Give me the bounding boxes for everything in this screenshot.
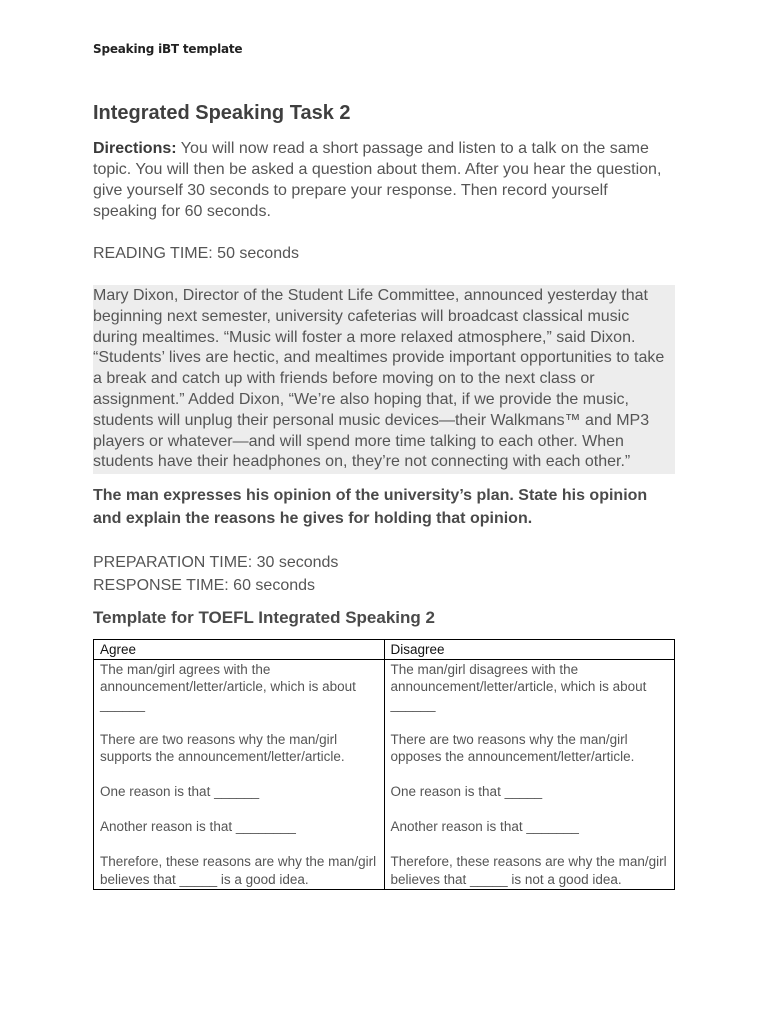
reading-time: READING TIME: 50 seconds — [93, 245, 299, 262]
template-title: Template for TOEFL Integrated Speaking 2 — [93, 608, 435, 628]
disagree-cell — [384, 659, 675, 890]
disagree-line-5: Therefore, these reasons are why the man/girl believes that _____ is not a good idea. — [390, 854, 667, 887]
agree-line-5: Therefore, these reasons are why the man/girl believes that _____ is a good idea. — [100, 854, 377, 887]
table-header-row — [94, 640, 675, 660]
column-header-disagree: Disagree — [384, 640, 675, 660]
directions-label: Directions: — [93, 140, 177, 157]
agree-line-1: The man/girl agrees with the announcement/letter/article, which is about ______ — [100, 661, 356, 712]
document-body — [93, 100, 675, 890]
agree-line-2: There are two reasons why the man/girl supports the announcement/letter/article. — [100, 731, 345, 765]
table-row — [94, 659, 675, 890]
agree-line-3: One reason is that ______ — [100, 784, 260, 800]
running-header: Speaking iBT template — [93, 42, 243, 56]
disagree-line-2: There are two reasons why the man/girl opposes the announcement/letter/article. — [390, 731, 635, 765]
disagree-line-3: One reason is that _____ — [390, 784, 543, 800]
directions-text: You will now read a short passage and listen to a talk on the same topic. You will then be asked a question about them. After you hear the question, give yourself 30 seconds to prepare your response. Then record yourself speaking for 60 seconds. — [93, 140, 662, 220]
disagree-line-4: Another reason is that _______ — [390, 819, 579, 835]
directions-paragraph — [93, 138, 675, 222]
agree-cell — [94, 659, 385, 890]
response-time: RESPONSE TIME: 60 seconds — [93, 577, 316, 595]
preparation-time: PREPARATION TIME: 30 seconds — [93, 554, 339, 572]
agree-line-4: Another reason is that ________ — [100, 819, 296, 835]
reading-passage: Mary Dixon, Director of the Student Life Committee, announced yesterday that beginning next semester, university cafeterias will broadcast classical music during mealtimes. “Music will foster a more relaxed atmosphere,” said Dixon. “Students’ lives are hectic, and mealtimes provide important opportunities to take a break and catch up with friends before moving on to the next class or assignment.” Added Dixon, “We’re also hoping that, if we provide the music, students will unplug their personal music devices—their Walkmans™ and MP3 players or whatever—and will spend more time talking to each other. When students have their headphones on, they’re not connecting with each other.” — [93, 285, 675, 474]
column-header-agree: Agree — [94, 640, 385, 660]
template-table — [93, 639, 675, 890]
task-question: The man expresses his opinion of the university’s plan. State his opinion and explain the reasons he gives for holding that opinion. — [93, 487, 648, 528]
task-title: Integrated Speaking Task 2 — [93, 102, 351, 124]
disagree-line-1: The man/girl disagrees with the announcement/letter/article, which is about ______ — [390, 661, 647, 712]
